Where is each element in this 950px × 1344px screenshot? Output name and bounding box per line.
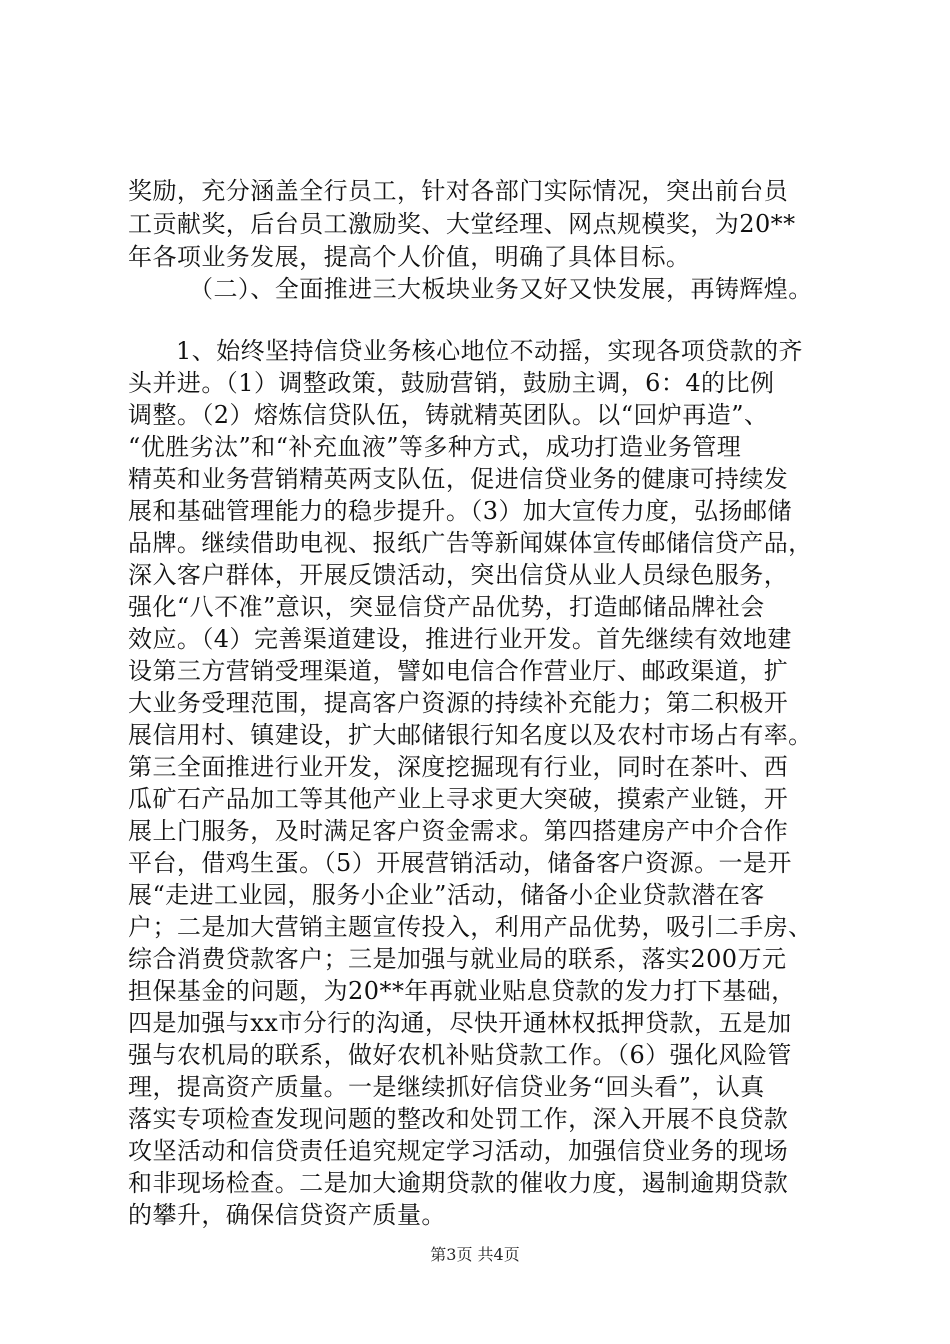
- body-text-line: 调整。（2）熔炼信贷队伍，铸就精英团队。以“回炉再造”、: [128, 401, 769, 429]
- body-text-line: “优胜劣汰”和“补充血液”等多种方式，成功打造业务管理: [128, 433, 742, 461]
- body-text-line: 头并进。（1）调整政策，鼓励营销，鼓励主调，6：4的比例: [128, 369, 775, 397]
- body-text-line: 深入客户群体，开展反馈活动，突出信贷从业人员绿色服务，: [128, 561, 789, 589]
- body-text-line: 效应。（4）完善渠道建设，推进行业开发。首先继续有效地建: [128, 625, 792, 653]
- body-text-line: 瓜矿石产品加工等其他产业上寻求更大突破，摸索产业链，开: [128, 785, 789, 813]
- body-text-line: 理，提高资产质量。一是继续抓好信贷业务“回头看”，认真: [128, 1073, 765, 1101]
- body-text-line: 户；二是加大营销主题宣传投入，利用产品优势，吸引二手房、: [128, 913, 813, 941]
- body-text-line: 1、始终坚持信贷业务核心地位不动摇，实现各项贷款的齐: [176, 337, 803, 365]
- body-text-line: 精英和业务营销精英两支队伍，促进信贷业务的健康可持续发: [128, 465, 789, 493]
- body-text-line: 工贡献奖，后台员工激励奖、大堂经理、网点规模奖，为20**: [128, 210, 796, 238]
- body-text-line: 奖励，充分涵盖全行员工，针对各部门实际情况，突出前台员: [128, 177, 789, 205]
- body-text-line: 展“走进工业园，服务小企业”活动，储备小企业贷款潜在客: [128, 881, 765, 909]
- body-text-line: 担保基金的问题，为20**年再就业贴息贷款的发力打下基础，: [128, 977, 796, 1005]
- section-heading: （二）、全面推进三大板块业务又好又快发展，再铸辉煌。: [189, 275, 813, 303]
- page-footer: 第3页 共4页: [430, 1245, 520, 1264]
- body-text-line: 第三全面推进行业开发，深度挖掘现有行业，同时在茶叶、西: [128, 753, 789, 781]
- body-text-line: 平台，借鸡生蛋。（5）开展营销活动，储备客户资源。一是开: [128, 849, 792, 877]
- body-text-line: 品牌。继续借助电视、报纸广告等新闻媒体宣传邮储信贷产品，: [128, 529, 813, 557]
- body-text-line: 强与农机局的联系，做好农机补贴贷款工作。（6）强化风险管: [128, 1041, 792, 1069]
- body-text-line: 年各项业务发展，提高个人价值，明确了具体目标。: [128, 243, 691, 271]
- body-text-line: 的攀升，确保信贷资产质量。: [128, 1201, 446, 1229]
- body-text-line: 展和基础管理能力的稳步提升。（3）加大宣传力度，弘扬邮储: [128, 497, 792, 525]
- body-text-line: 强化“八不准”意识，突显信贷产品优势，打造邮储品牌社会: [128, 593, 765, 621]
- body-text-line: 四是加强与xx市分行的沟通，尽快开通林权抵押贷款，五是加: [128, 1009, 792, 1037]
- body-text-line: 展上门服务，及时满足客户资金需求。第四搭建房产中介合作: [128, 817, 789, 845]
- body-text-line: 设第三方营销受理渠道，譬如电信合作营业厅、邮政渠道，扩: [128, 657, 789, 685]
- body-text-line: 综合消费贷款客户；三是加强与就业局的联系，落实200万元: [128, 945, 787, 973]
- body-text-line: 大业务受理范围，提高客户资源的持续补充能力；第二积极开: [128, 689, 789, 717]
- body-text-line: 落实专项检查发现问题的整改和处罚工作，深入开展不良贷款: [128, 1105, 789, 1133]
- body-text-line: 攻坚活动和信贷责任追究规定学习活动，加强信贷业务的现场: [128, 1137, 789, 1165]
- body-text-line: 和非现场检查。二是加大逾期贷款的催收力度，遏制逾期贷款: [128, 1169, 789, 1197]
- body-text-line: 展信用村、镇建设，扩大邮储银行知名度以及农村市场占有率。: [128, 721, 813, 749]
